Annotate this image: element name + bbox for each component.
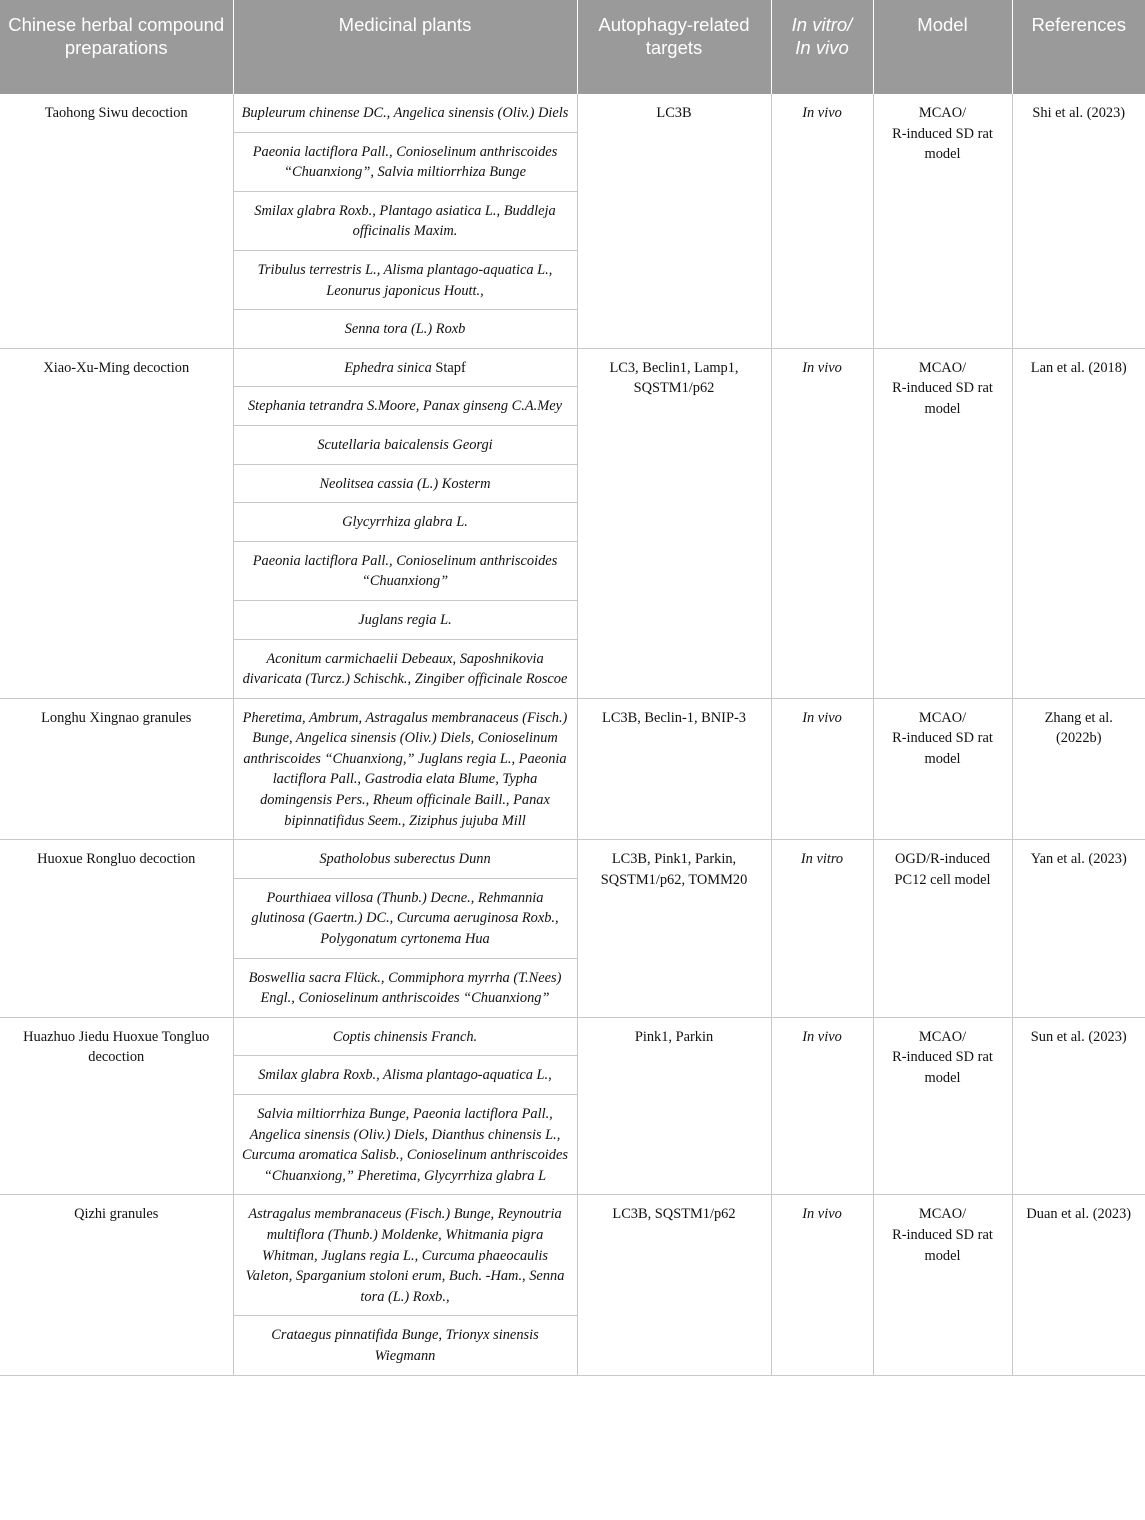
table-row [0,1195,1145,1316]
plant-name: Ephedra sinica [344,359,432,376]
plant-cell: Paeonia lactiflora Pall., Conioselinum anthriscoides “Chuanxiong”, Salvia miltiorrhiza Bunge [233,132,577,191]
table-row [0,348,1145,387]
model-line-1: MCAO/ [918,1206,967,1223]
model-cell [873,1017,1012,1195]
invivo-cell: In vivo [771,1017,873,1195]
header-targets: Autophagy-related targets [577,0,771,94]
plant-cell: Stephania tetrandra S.Moore, Panax ginseng C.A.Mey [233,387,577,426]
model-cell [873,1195,1012,1375]
plant-authority: Stapf [431,359,466,376]
model-line-1: MCAO/ [918,105,967,121]
invivo-cell: In vivo [771,348,873,698]
plant-cell: Paeonia lactiflora Pall., Conioselinum anthriscoides “Chuanxiong” [233,541,577,600]
preparation-name: Xiao-Xu-Ming decoction [0,348,233,698]
reference-cell: Lan et al. (2018) [1012,348,1145,698]
table-header [0,0,1145,94]
model-line-2: R-induced SD rat model [892,380,993,417]
targets-cell: LC3B [577,94,771,348]
reference-cell: Shi et al. (2023) [1012,94,1145,348]
model-line-2: PC12 cell model [894,871,991,888]
targets-cell: LC3B, Beclin-1, BNIP-3 [577,698,771,840]
model-line-1: MCAO/ [918,709,967,726]
table-row [0,840,1145,879]
plant-cell: Coptis chinensis Franch. [233,1017,577,1056]
plant-cell: Smilax glabra Roxb., Alisma plantago-aquatica L., [233,1056,577,1095]
reference-cell: Zhang et al. (2022b) [1012,698,1145,840]
model-line-1: MCAO/ [918,1028,967,1045]
plant-cell: Crataegus pinnatifida Bunge, Trionyx sinensis Wiegmann [233,1316,577,1375]
model-cell [873,840,1012,1018]
header-invivo: In vivo [795,37,849,58]
plant-cell: Senna tora (L.) Roxb [233,310,577,349]
header-invitro: In vitro/ [791,14,853,35]
model-line-2: R-induced SD rat model [892,125,993,163]
model-line-2: R-induced SD rat model [892,1049,993,1086]
plant-cell: Salvia miltiorrhiza Bunge, Paeonia lactiflora Pall., Angelica sinensis (Oliv.) Diels, Dianthus chinensis L., Curcuma aromatica Salisb., Conioselinum anthriscoides “Chuanxiong,” Pheretima, Glycyrrhiza glabra L [233,1095,577,1195]
model-cell [873,94,1012,348]
plant-cell: Pourthiaea villosa (Thunb.) Decne., Rehmannia glutinosa (Gaertn.) DC., Curcuma aeruginosa Roxb., Polygonatum cyrtonema Hua [233,878,577,958]
plant-cell: Tribulus terrestris L., Alisma plantago-aquatica L., Leonurus japonicus Houtt., [233,250,577,309]
plant-cell [233,348,577,387]
model-cell [873,698,1012,840]
preparation-name: Taohong Siwu decoction [0,94,233,348]
plant-cell: Aconitum carmichaelii Debeaux, Saposhnikovia divaricata (Turcz.) Schischk., Zingiber officinale Roscoe [233,639,577,698]
header-row [0,0,1145,94]
header-preparations: Chinese herbal compound preparations [0,0,233,94]
header-refs: References [1012,0,1145,94]
plant-cell: Boswellia sacra Flück., Commiphora myrrha (T.Nees) Engl., Conioselinum anthriscoides “Chuanxiong” [233,958,577,1017]
reference-cell: Yan et al. (2023) [1012,840,1145,1018]
table-row [0,94,1145,132]
preparation-name: Longhu Xingnao granules [0,698,233,840]
reference-cell: Sun et al. (2023) [1012,1017,1145,1195]
plant-cell: Smilax glabra Roxb., Plantago asiatica L., Buddleja officinalis Maxim. [233,191,577,250]
model-line-2: R-induced SD rat model [892,1226,993,1264]
plant-cell: Glycyrrhiza glabra L. [233,503,577,542]
preparation-name: Qizhi granules [0,1195,233,1375]
invivo-cell: In vivo [771,94,873,348]
header-invitro-invivo [771,0,873,94]
plant-cell: Neolitsea cassia (L.) Kosterm [233,464,577,503]
table-body [0,94,1145,1375]
targets-cell: LC3B, SQSTM1/p62 [577,1195,771,1375]
invivo-cell: In vivo [771,1195,873,1375]
invitro-cell: In vitro [771,840,873,1018]
plant-cell: Bupleurum chinense DC., Angelica sinensis (Oliv.) Diels [233,94,577,132]
plant-cell: Juglans regia L. [233,600,577,639]
preparation-name: Huoxue Rongluo decoction [0,840,233,1018]
model-line-1: OGD/R-induced [894,851,991,868]
invivo-cell: In vivo [771,698,873,840]
targets-cell: LC3B, Pink1, Parkin, SQSTM1/p62, TOMM20 [577,840,771,1018]
header-model: Model [873,0,1012,94]
preparation-name: Huazhuo Jiedu Huoxue Tongluo decoction [0,1017,233,1195]
plant-cell: Pheretima, Ambrum, Astragalus membranaceus (Fisch.) Bunge, Angelica sinensis (Oliv.) Diels, Conioselinum anthriscoides “Chuanxiong,” Juglans regia L., Paeonia lactiflora Pall., Gastrodia elata Blume, Typha domingensis Pers., Rheum officinale Baill., Panax bipinnatifidus Seem., Ziziphus jujuba Mill [233,698,577,840]
reference-cell: Duan et al. (2023) [1012,1195,1145,1375]
model-line-1: MCAO/ [918,359,967,376]
targets-cell: LC3, Beclin1, Lamp1, SQSTM1/p62 [577,348,771,698]
header-plants: Medicinal plants [233,0,577,94]
table-row [0,1017,1145,1056]
model-cell [873,348,1012,698]
table-row [0,698,1145,840]
model-line-2: R-induced SD rat model [892,730,993,767]
plant-cell: Scutellaria baicalensis Georgi [233,425,577,464]
plant-cell: Spatholobus suberectus Dunn [233,840,577,879]
plant-cell: Astragalus membranaceus (Fisch.) Bunge, Reynoutria multiflora (Thunb.) Moldenke, Whitmania pigra Whitman, Juglans regia L., Curcuma phaeocaulis Valeton, Sparganium stoloni erum, Buch. -Ham., Senna tora (L.) Roxb., [233,1195,577,1316]
targets-cell: Pink1, Parkin [577,1017,771,1195]
